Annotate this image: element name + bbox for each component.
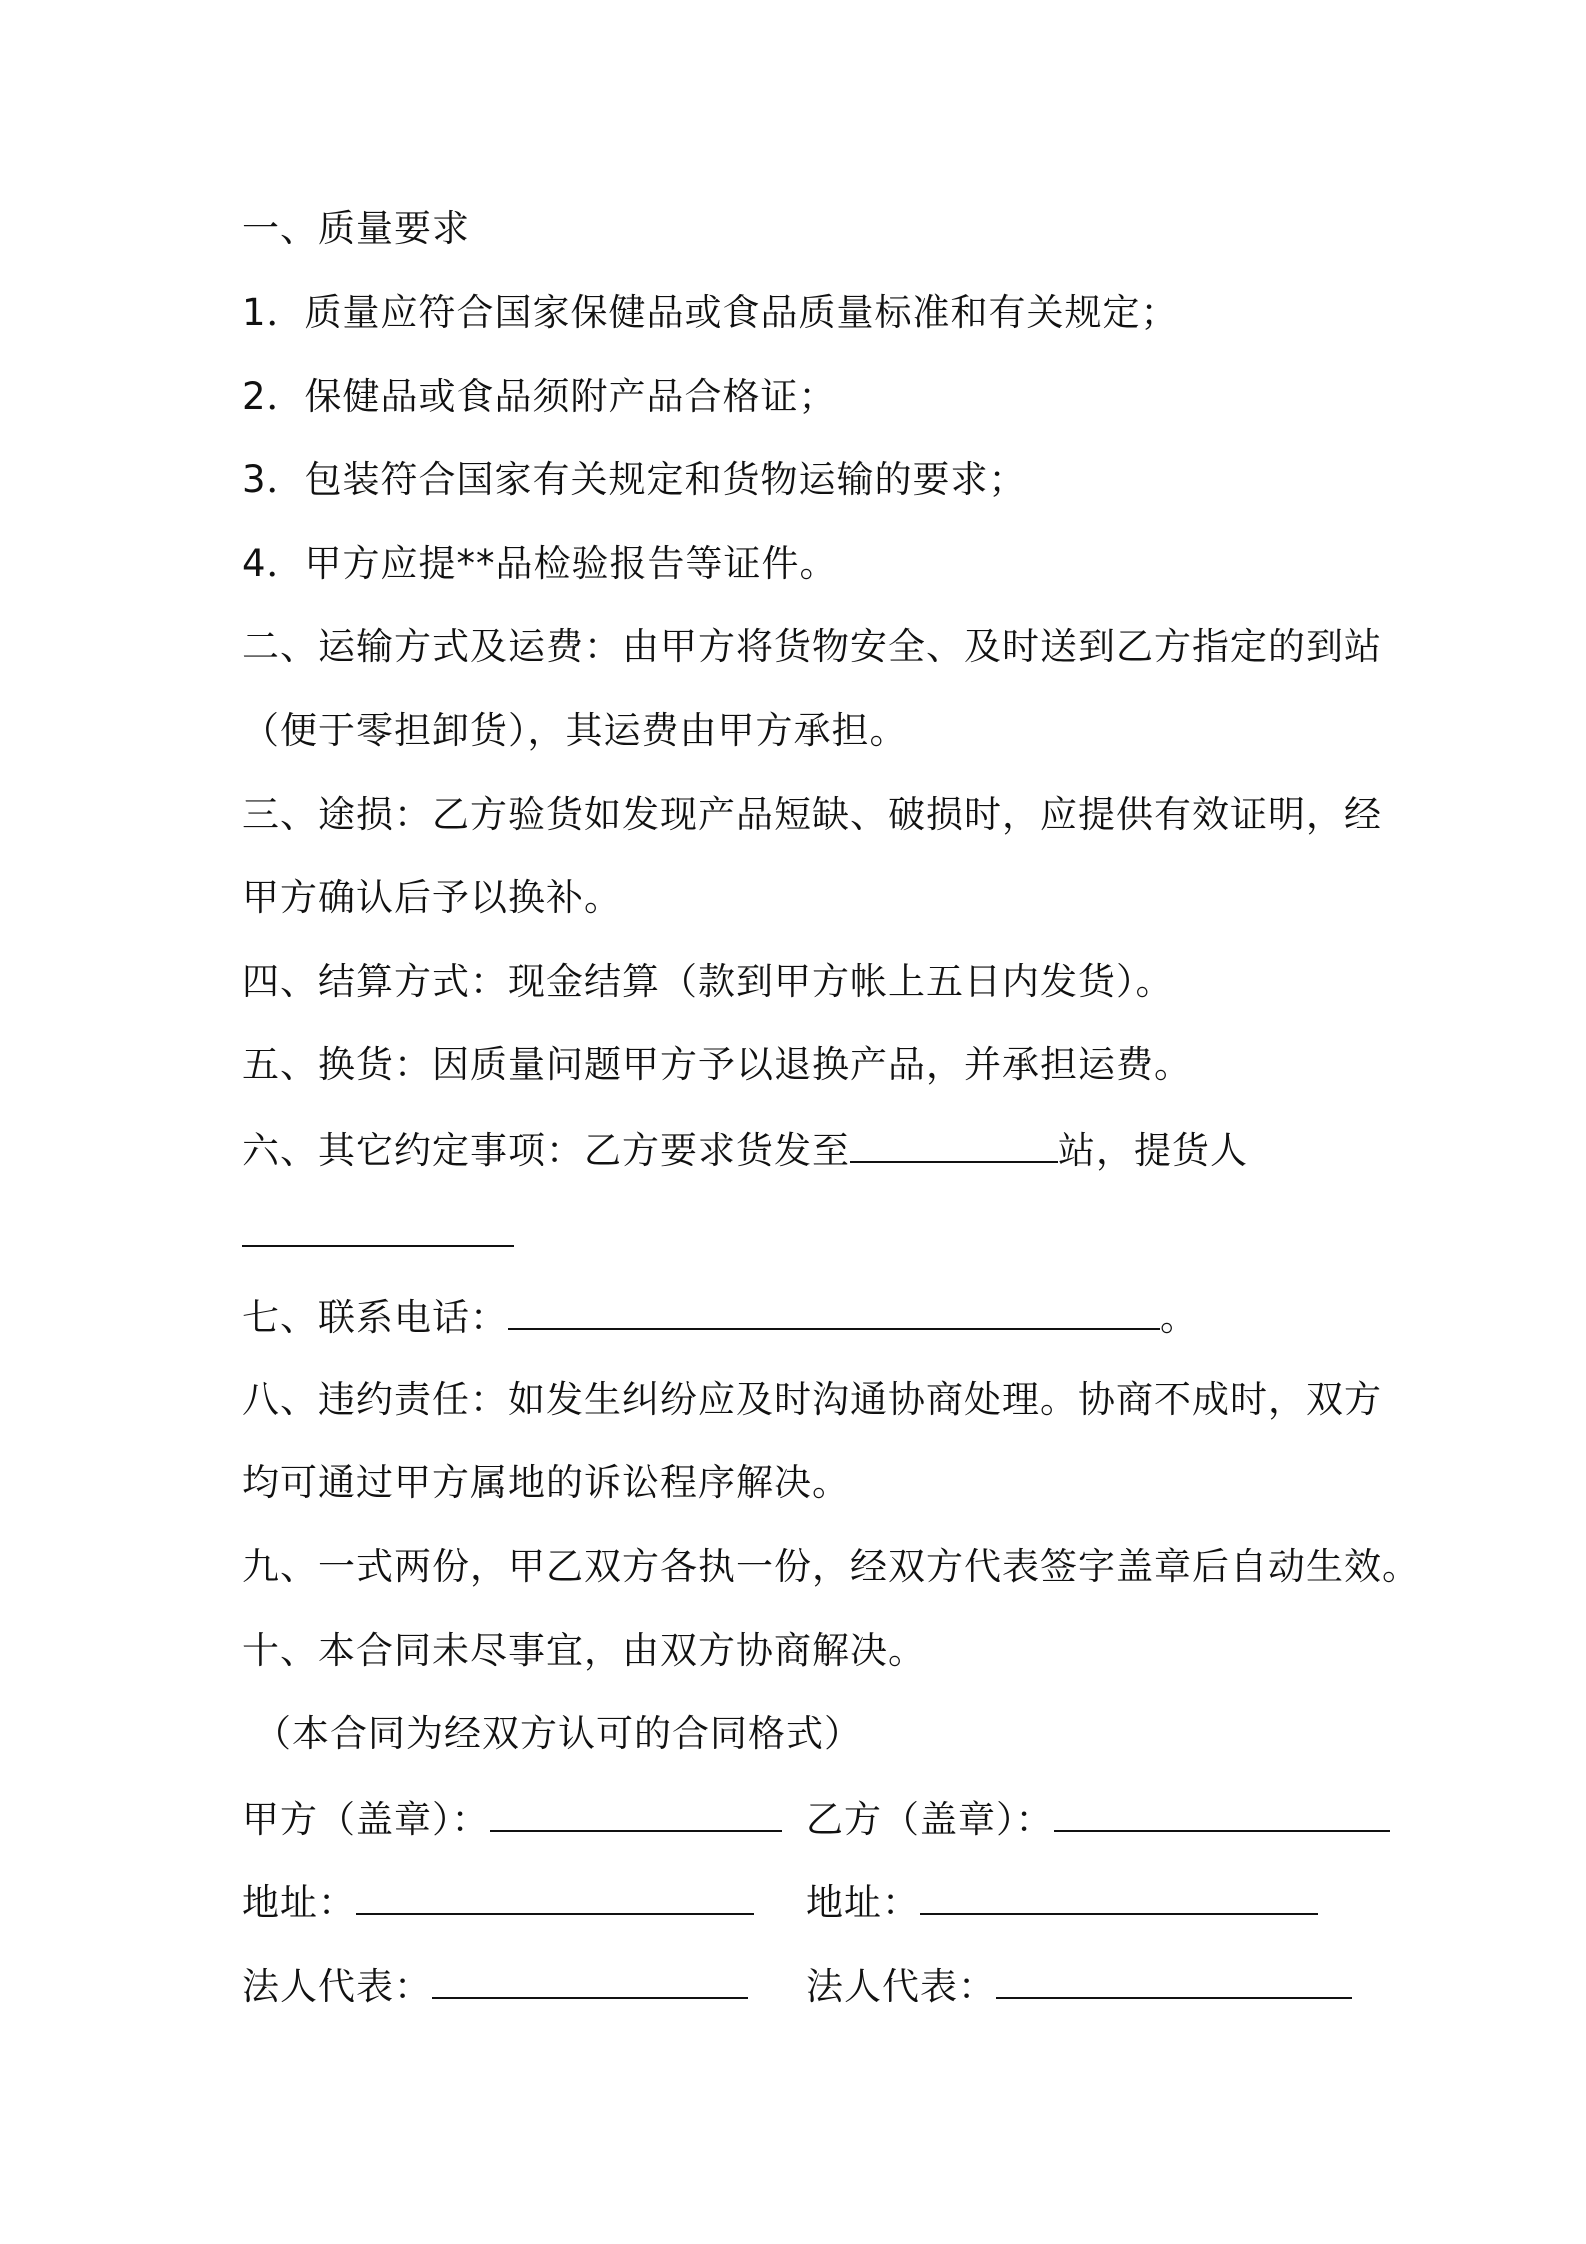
address-b-blank[interactable] — [920, 1877, 1318, 1915]
quality-item-4: 4．甲方应提**品检验报告等证件。 — [242, 542, 838, 585]
address-a-row — [242, 1877, 754, 1925]
rep-a-blank[interactable] — [432, 1961, 748, 1999]
party-a-blank[interactable] — [490, 1794, 782, 1832]
section9: 九、一式两份，甲乙双方各执一份，经双方代表签字盖章后自动生效。 — [242, 1545, 1420, 1588]
consignee-line — [242, 1209, 514, 1257]
address-b-label: 地址： — [806, 1881, 920, 1924]
section5: 五、换货：因质量问题甲方予以退换产品，并承担运费。 — [242, 1043, 1192, 1086]
section8-line2: 均可通过甲方属地的诉讼程序解决。 — [242, 1461, 850, 1504]
party-b-seal-row — [806, 1794, 1390, 1842]
section7-suffix: 。 — [1160, 1296, 1198, 1339]
rep-a-row — [242, 1961, 748, 2009]
destination-station-blank[interactable] — [850, 1125, 1058, 1163]
consignee-blank[interactable] — [242, 1209, 514, 1247]
section3-line1: 三、途损：乙方验货如发现产品短缺、破损时，应提供有效证明，经 — [242, 793, 1382, 836]
section7-line — [242, 1292, 1198, 1340]
rep-b-row — [806, 1961, 1352, 2009]
section2-line1: 二、运输方式及运费：由甲方将货物安全、及时送到乙方指定的到站 — [242, 625, 1382, 668]
quality-item-1: 1．质量应符合国家保健品或食品质量标准和有关规定； — [242, 291, 1179, 334]
section10: 十、本合同未尽事宜，由双方协商解决。 — [242, 1629, 926, 1672]
quality-item-2: 2．保健品或食品须附产品合格证； — [242, 375, 837, 418]
contract-note: （本合同为经双方认可的合同格式） — [254, 1712, 862, 1755]
section6-line — [242, 1125, 1248, 1173]
quality-item-3: 3．包装符合国家有关规定和货物运输的要求； — [242, 458, 1027, 501]
section4: 四、结算方式：现金结算（款到甲方帐上五日内发货）。 — [242, 960, 1174, 1003]
party-b-blank[interactable] — [1054, 1794, 1390, 1832]
section2-line2: （便于零担卸货），其运费由甲方承担。 — [242, 709, 908, 752]
section1-title: 一、质量要求 — [242, 207, 470, 250]
party-a-label: 甲方（盖章）： — [242, 1798, 490, 1841]
party-b-label: 乙方（盖章）： — [806, 1798, 1054, 1841]
rep-b-label: 法人代表： — [806, 1965, 996, 2008]
address-a-blank[interactable] — [356, 1877, 754, 1915]
address-b-row — [806, 1877, 1318, 1925]
contact-phone-blank[interactable] — [508, 1292, 1160, 1330]
section6-middle: 站，提货人 — [1058, 1129, 1248, 1172]
section7-prefix: 七、联系电话： — [242, 1296, 508, 1339]
address-a-label: 地址： — [242, 1881, 356, 1924]
section3-line2: 甲方确认后予以换补。 — [242, 876, 622, 919]
rep-a-label: 法人代表： — [242, 1965, 432, 2008]
party-a-seal-row — [242, 1794, 782, 1842]
rep-b-blank[interactable] — [996, 1961, 1352, 1999]
section8-line1: 八、违约责任：如发生纠纷应及时沟通协商处理。协商不成时，双方 — [242, 1378, 1382, 1421]
section6-prefix: 六、其它约定事项：乙方要求货发至 — [242, 1129, 850, 1172]
